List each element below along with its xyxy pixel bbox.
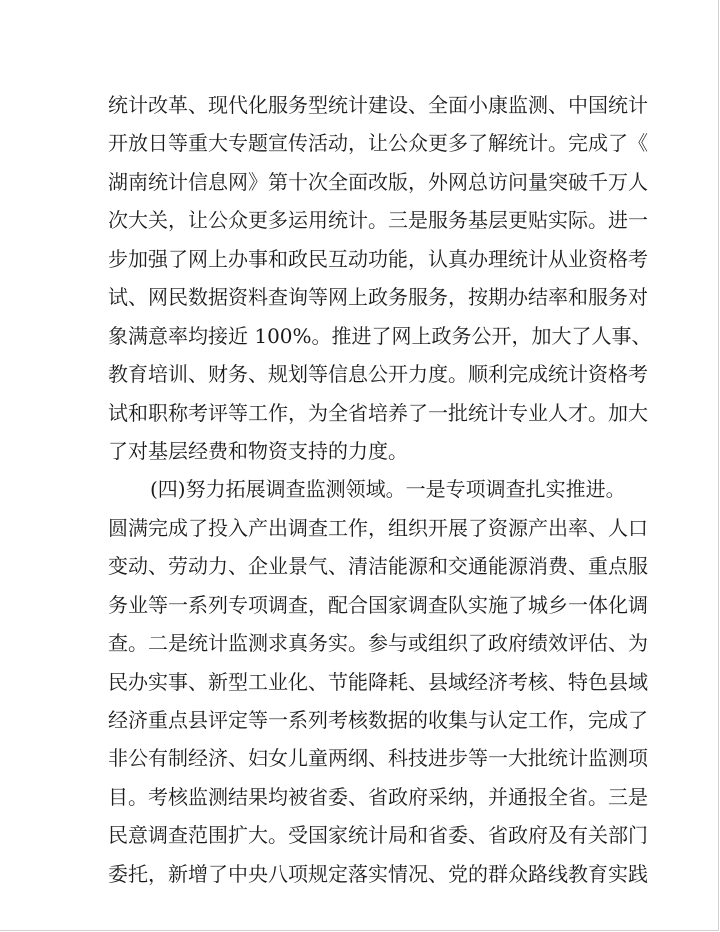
text-line: 变动、劳动力、企业景气、清洁能源和交通能源消费、重点服 <box>108 554 648 579</box>
paragraph-last-line: 了对基层经费和物资支持的力度。 <box>108 438 408 463</box>
text-line: 委托，新增了中央八项规定落实情况、党的群众路线教育实践 <box>108 861 648 886</box>
text-line: 民办实事、新型工业化、节能降耗、县域经济考核、特色县域 <box>108 669 648 694</box>
text-line: 象满意率均接近 100%。推进了网上政务公开，加大了人事、 <box>108 323 652 348</box>
text-line: 湖南统计信息网》第十次全面改版，外网总访问量突破千万人 <box>108 169 648 194</box>
text-line: 查。二是统计监测求真务实。参与或组织了政府绩效评估、为 <box>108 631 648 656</box>
text-line: 开放日等重大专题宣传活动，让公众更多了解统计。完成了《 <box>108 131 648 156</box>
document-body <box>108 86 652 893</box>
text-line: 次大关，让公众更多运用统计。三是服务基层更贴实际。进一 <box>108 208 648 233</box>
text-line: 目。考核监测结果均被省委、省政府采纳，并通报全省。三是 <box>108 784 648 809</box>
text-line: 教育培训、财务、规划等信息公开力度。顺利完成统计资格考 <box>108 362 648 387</box>
text-line: 经济重点县评定等一系列考核数据的收集与认定工作，完成了 <box>108 708 648 732</box>
text-line: 步加强了网上办事和政民互动功能，认真办理统计从业资格考 <box>108 246 648 271</box>
text-line: 试、网民数据资料查询等网上政务服务，按期办结率和服务对 <box>108 285 648 310</box>
section-heading-line: (四)努力拓展调查监测领域。一是专项调查扎实推进。 <box>150 477 626 502</box>
text-line: 务业等一系列专项调查，配合国家调查队实施了城乡一体化调 <box>108 592 648 617</box>
text-line: 民意调查范围扩大。受国家统计局和省委、省政府及有关部门 <box>108 823 648 848</box>
text-line: 圆满完成了投入产出调查工作，组织开展了资源产出率、人口 <box>108 515 648 540</box>
text-line: 统计改革、现代化服务型统计建设、全面小康监测、中国统计 <box>108 93 648 117</box>
text-line: 试和职称考评等工作，为全省培养了一批统计专业人才。加大 <box>108 400 648 425</box>
text-line: 非公有制经济、妇女儿童两纲、科技进步等一大批统计监测项 <box>108 746 648 771</box>
